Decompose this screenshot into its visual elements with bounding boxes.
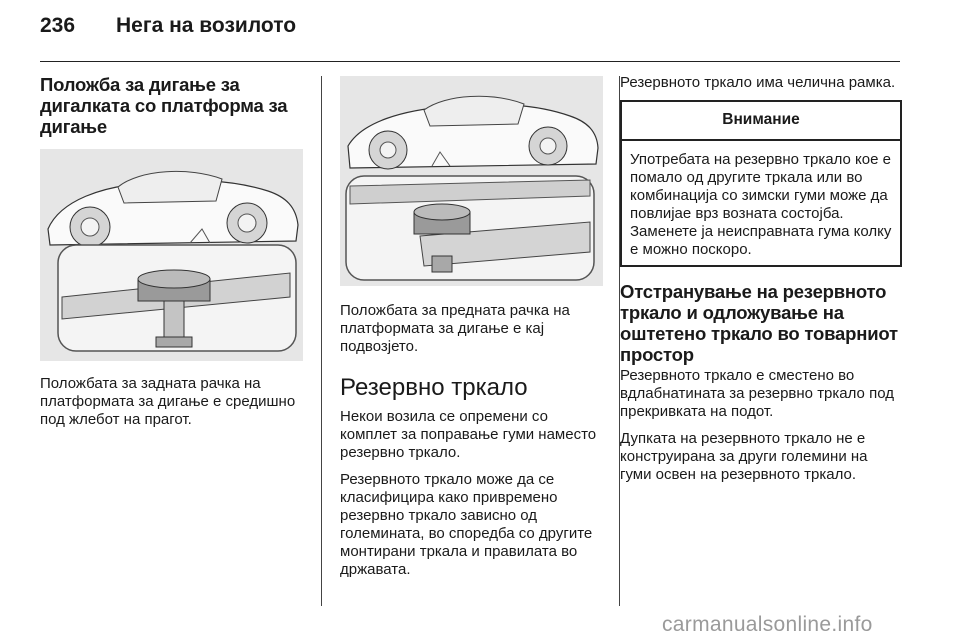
column-2 bbox=[340, 74, 605, 588]
warning-box bbox=[620, 100, 902, 267]
column-1 bbox=[40, 74, 305, 438]
page-number: 236 bbox=[40, 14, 76, 37]
spare-wheel-para-2: Резервното тркало може да се класифицира како привремено резервно тркало зависно од големината, во споредба со другите монтирани тркала и правилата во државата. bbox=[340, 471, 593, 578]
watermark: carmanualsonline.info bbox=[662, 613, 873, 636]
warning-title: Внимание bbox=[622, 102, 900, 141]
column-3 bbox=[620, 74, 902, 493]
page-title: Нега на возилото bbox=[116, 14, 297, 37]
steel-rim-intro: Резервното тркало има челична рамка. bbox=[620, 74, 896, 91]
page-header bbox=[40, 14, 296, 38]
warning-body: Употребата на резервно тркало кое е помало од другите тркала или во комбинација со зимски гуми може да повлијае врз возната состојба. Заменете ја неисправната гума колку е можно поскоро. bbox=[630, 151, 892, 258]
removal-para-1: Резервното тркало е сместено во вдлабнатината за резервно тркало под прекривката на подот. bbox=[620, 367, 894, 420]
column-divider-1 bbox=[321, 76, 322, 606]
front-lift-illustration bbox=[340, 76, 603, 286]
removal-para-2: Дупката на резервното тркало не е конструирана за други големини на гуми освен на резервното тркало. bbox=[620, 430, 868, 483]
spare-wheel-para-1: Некои возила се опремени со комплет за поправање гуми наместо резервно тркало. bbox=[340, 408, 597, 461]
header-rule bbox=[40, 61, 900, 62]
spare-wheel-title: Резервно тркало bbox=[340, 374, 528, 401]
removal-heading: Отстранување на резервното тркало и одложување на оштетено тркало во товарниот простор bbox=[620, 281, 898, 365]
rear-lift-caption: Положбата за задната рачка на платформата за дигање е средишно под жлебот на прагот. bbox=[40, 375, 296, 428]
front-lift-caption: Положбата за предната рачка на платформата за дигање е кај подвозјето. bbox=[340, 302, 570, 355]
lift-position-heading: Положба за дигање за дигалката со платформа за дигање bbox=[40, 74, 288, 137]
rear-lift-illustration bbox=[40, 149, 303, 361]
